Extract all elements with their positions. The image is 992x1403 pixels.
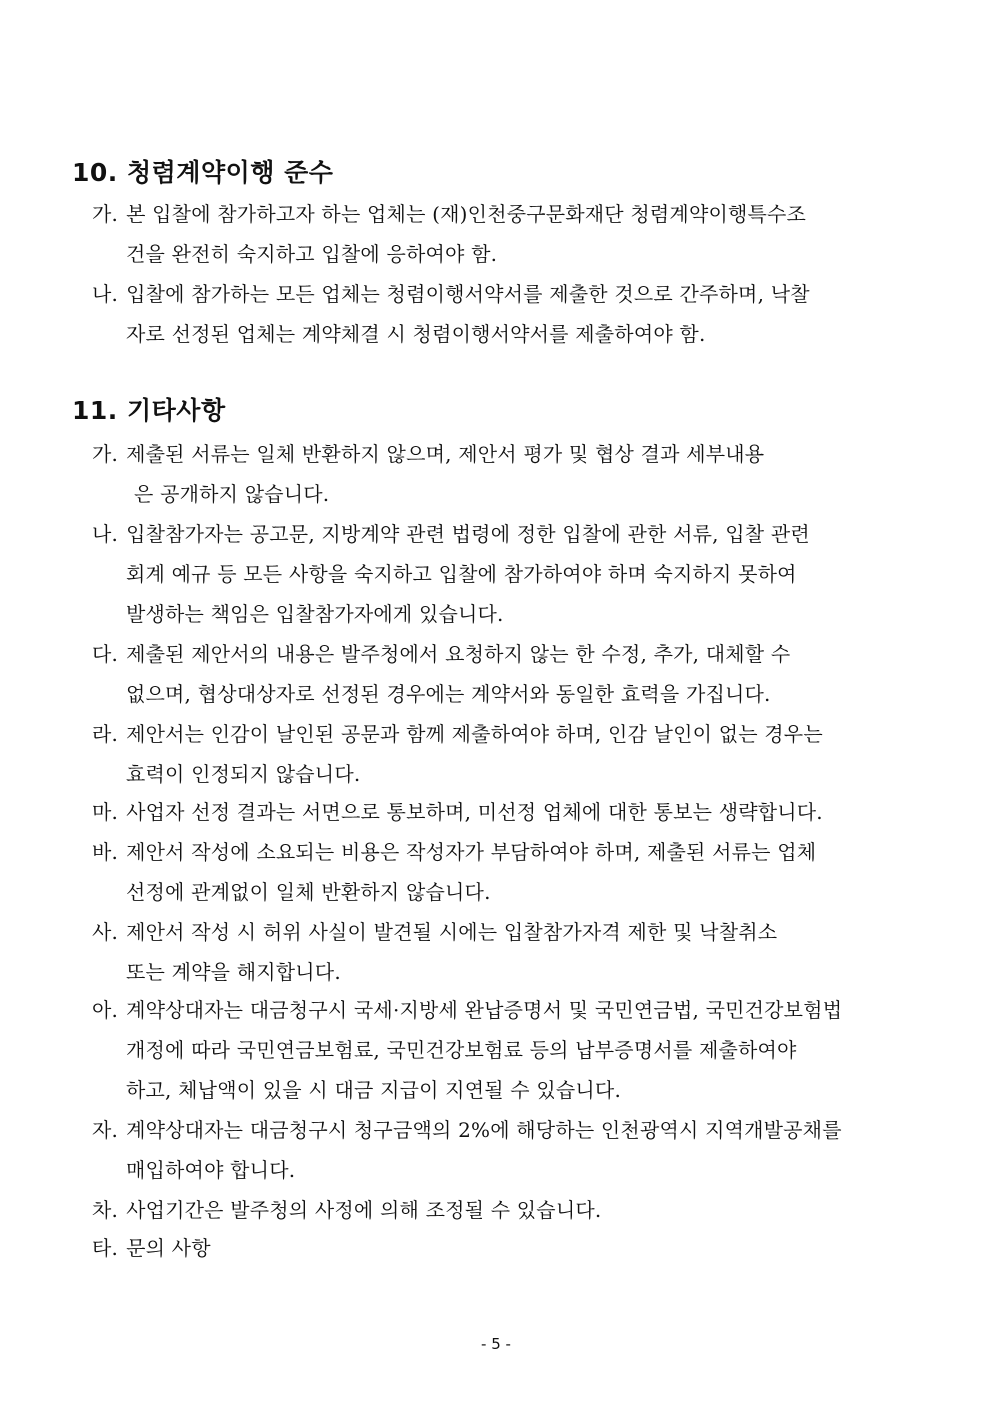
item-marker: 사. <box>92 920 119 944</box>
section-11-item-ja-line-1 <box>92 1116 842 1144</box>
page-number: - 5 - <box>481 1335 511 1353</box>
item-text: 사업기간은 발주청의 사정에 의해 조정될 수 있습니다. <box>126 1198 602 1222</box>
section-11-item-sa-line-2: 또는 계약을 해지합니다. <box>126 960 341 984</box>
item-text: 계약상대자는 대금청구시 국세·지방세 완납증명서 및 국민연금법, 국민건강보험법 <box>126 998 843 1022</box>
item-marker: 자. <box>92 1118 119 1142</box>
section-11-item-da-line-1 <box>92 640 790 668</box>
section-11-item-cha-line-1 <box>92 1196 601 1224</box>
section-11-item-ba-line-2: 선정에 관계없이 일체 반환하지 않습니다. <box>126 880 491 904</box>
item-marker: 마. <box>92 800 119 824</box>
section-11-item-a-line-2: 개정에 따라 국민연금보험료, 국민건강보험료 등의 납부증명서를 제출하여야 <box>126 1038 797 1062</box>
section-11-item-ra-line-1 <box>92 720 823 748</box>
item-text: 제출된 제안서의 내용은 발주청에서 요청하지 않는 한 수정, 추가, 대체할 수 <box>126 642 791 666</box>
section-10-item-ga-line-2: 건을 완전히 숙지하고 입찰에 응하여야 함. <box>126 242 498 266</box>
section-11-item-sa-line-1 <box>92 918 777 946</box>
section-11-item-ja-line-2: 매입하여야 합니다. <box>126 1158 296 1182</box>
item-marker: 가. <box>92 202 119 226</box>
section-10-heading: 10. 청렴계약이행 준수 <box>72 158 334 187</box>
section-11-item-na-line-1 <box>92 520 810 548</box>
item-marker: 타. <box>92 1236 119 1260</box>
item-text: 입찰참가자는 공고문, 지방계약 관련 법령에 정한 입찰에 관한 서류, 입찰 관련 <box>126 522 810 546</box>
section-11-item-ma-line-1 <box>92 798 823 826</box>
item-marker: 나. <box>92 522 119 546</box>
item-marker: 나. <box>92 282 119 306</box>
section-11-item-ga-line-2: 은 공개하지 않습니다. <box>134 482 330 506</box>
section-11-item-a-line-1 <box>92 996 842 1024</box>
section-11-item-ba-line-1 <box>92 838 816 866</box>
item-text: 사업자 선정 결과는 서면으로 통보하며, 미선정 업체에 대한 통보는 생략합니다. <box>126 800 823 824</box>
section-11-item-ta-line-1 <box>92 1234 211 1262</box>
item-text: 문의 사항 <box>126 1236 211 1260</box>
item-text: 입찰에 참가하는 모든 업체는 청렴이행서약서를 제출한 것으로 간주하며, 낙찰 <box>126 282 810 306</box>
section-11-item-da-line-2: 없으며, 협상대상자로 선정된 경우에는 계약서와 동일한 효력을 가집니다. <box>126 682 771 706</box>
section-11-item-a-line-3: 하고, 체납액이 있을 시 대금 지급이 지연될 수 있습니다. <box>126 1078 622 1102</box>
item-text: 제안서 작성 시 허위 사실이 발견될 시에는 입찰참가자격 제한 및 낙찰취소 <box>126 920 778 944</box>
section-11-item-ra-line-2: 효력이 인정되지 않습니다. <box>126 762 361 786</box>
section-11-item-ga-line-1 <box>92 440 764 468</box>
item-marker: 아. <box>92 998 119 1022</box>
item-marker: 다. <box>92 642 119 666</box>
item-text: 제안서는 인감이 날인된 공문과 함께 제출하여야 하며, 인감 날인이 없는 경우는 <box>126 722 823 746</box>
item-text: 제안서 작성에 소요되는 비용은 작성자가 부담하여야 하며, 제출된 서류는 업체 <box>126 840 817 864</box>
section-11-item-na-line-2: 회계 예규 등 모든 사항을 숙지하고 입찰에 참가하여야 하며 숙지하지 못하여 <box>126 562 797 586</box>
item-marker: 가. <box>92 442 119 466</box>
section-10-item-na-line-1 <box>92 280 810 308</box>
section-10-item-ga-line-1 <box>92 200 806 228</box>
item-text: 제출된 서류는 일체 반환하지 않으며, 제안서 평가 및 협상 결과 세부내용 <box>126 442 765 466</box>
item-text: 계약상대자는 대금청구시 청구금액의 2%에 해당하는 인천광역시 지역개발공채를 <box>126 1118 842 1142</box>
item-marker: 라. <box>92 722 119 746</box>
item-marker: 차. <box>92 1198 119 1222</box>
item-marker: 바. <box>92 840 119 864</box>
section-10-item-na-line-2: 자로 선정된 업체는 계약체결 시 청렴이행서약서를 제출하여야 함. <box>126 322 706 346</box>
section-11-heading: 11. 기타사항 <box>72 396 226 425</box>
section-11-item-na-line-3: 발생하는 책임은 입찰참가자에게 있습니다. <box>126 602 504 626</box>
item-text: 본 입찰에 참가하고자 하는 업체는 (재)인천중구문화재단 청렴계약이행특수조 <box>126 202 807 226</box>
